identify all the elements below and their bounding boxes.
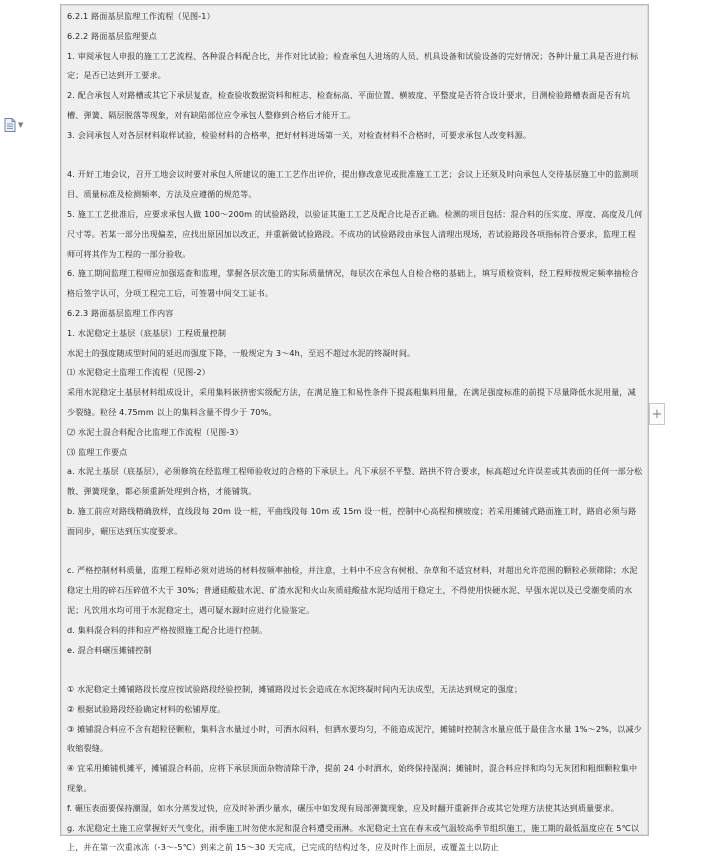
document-icon [4,118,16,132]
doc-line: 3. 会同承包人对各层材料取样试验，检验材料的合格率，把好材料进场第一关，对检查材料不合格时，可要求承包人改变料源。 [67,129,532,140]
doc-line: 水泥土的强度随成型时间的延迟而强度下降，一般规定为 3～4h，至迟不超过水泥的终凝时间。 [67,347,416,358]
doc-line: 1. 审阅承包人申报的施工工艺流程、各种混合料配合比，并作对比试验；检查承包人进场的人员、机具设备和试验设备的完好情况；各种计量工具是否进行标定；是否已达到开工要求。 [67,50,639,81]
doc-line: f. 碾压表面要保持潮湿，如水分蒸发过快，应及时补洒少量水，碾压中如发现有局部弹簧现象，应及时翻开重新拌合或其它处理方法使其达到质量要求。 [67,802,619,813]
add-button[interactable] [649,403,665,425]
doc-line: 6.2.1 路面基层监理工作流程（见图-1） [67,11,215,21]
doc-line: b. 施工前应对路线精确放样，直线段每 20m 设一桩，平曲线段每 10m 或 15m 设一桩，控制中心高程和横坡度；若采用摊铺式路面施工时，路肩必须与路面同步，碾压达到压实度要求。 [67,505,637,536]
plus-icon: + [651,406,663,422]
document-page [60,4,649,853]
doc-line: a. 水泥土基层（底基层），必须修筑在经监理工程师验收过的合格的下承层上。凡下承层不平整、路拱不符合要求，标高超过允许误差或其表面的任何一部分松散、弹簧现象，都必须重新处理到合格，才能铺筑。 [67,466,643,497]
document-menu-button[interactable] [4,116,28,134]
doc-line: 6.2.2 路面基层监理要点 [67,30,158,41]
doc-line: e. 混合料碾压摊铺控制 [67,644,152,655]
doc-line: 采用水泥稳定土基层材料组成设计，采用集料嵌挤密实级配方法，在满足施工和易性条件下提高粗集料用量，在满足强度标准的前提下尽量降低水泥用量，减少裂缝。粒径 4.75mm 以上的集料含量不得少于 70%。 [67,387,636,417]
doc-line: 6. 施工期间监理工程师应加强巡查和监理，掌握各层次施工的实际质量情况，每层次在承包人自检合格的基础上，填写质检资料，经工程师按规定频率抽检合格后签字认可，分项工程完工后，可签署中间交工证书。 [67,268,639,299]
doc-line: 1. 水泥稳定土基层（底基层）工程质量控制 [67,327,227,338]
doc-line: ① 水泥稳定土摊铺路段长度应按试验路段经验控制，摊铺路段过长会造成在水泥终凝时间内无法成型，无法达到规定的强度； [67,684,523,695]
doc-line: c. 严格控制材料质量，监理工程师必须对进场的材料按频率抽检，并注意，土料中不应含有树根、杂草和不适宜材料，对超出允许范围的颗粒必须筛除；水泥稳定土用的碎石压碎值不大于 30%；普通硅酸盐水泥、矿渣水泥和火山灰质硅酸盐水泥均适用于稳定土，不得使用快硬水泥、早强水泥以及已受潮变质的水泥；凡饮用水均可用于水泥稳定土，遇可疑水源时应进行化验鉴定。 [67,565,638,615]
doc-line: g. 水泥稳定土施工应掌握好天气变化，雨季施工时勿使水泥和混合料遭受雨淋。水泥稳定土宜在春末或气温较高季节组织施工，施工期的最低温度应在 5℃以上，并在第一次重冰冻（-3～-5℃）到来之前 15～30 天完成，已完成的结构过冬，应及时作上面层，或覆盖土以防止 [67,822,640,853]
chevron-down-icon: ▼ [18,120,24,129]
doc-line: 5. 施工工艺批准后，应要求承包人做 100～200m 的试验路段，以验证其施工工艺及配合比是否正确。检测的项目包括：混合料的压实度、厚度、高度及几何尺寸等。若某一部分出现偏差，应找出原因加以改正，并重新做试验路段。不成功的试验路段由承包人清理出现场，若试验路段各项指标符合要求，监理工程师可将其作为工程的一部分验收。 [67,208,643,259]
doc-line: ⑵ 水泥土混合料配合比监理工作流程（见图-3） [67,426,243,437]
blank-line [67,146,644,166]
doc-line: ⑶ 监理工作要点 [67,446,128,457]
doc-line: ④ 宜采用摊铺机摊平，摊铺混合料前，应将下承层顶面杂物清除干净，提前 24 小时洒水，始终保持湿润；摊铺时，混合料应拌和均匀无灰团和粗细颗粒集中现象。 [67,763,638,794]
doc-line: ⑴ 水泥稳定土监理工作流程（见图-2） [67,367,210,378]
doc-line: 2. 配合承包人对路槽或其它下承层复查，检查验收数据资料和桩志、检查标高、平面位置、横坡度、平整度是否符合设计要求，目测检验路槽表面是否有坑槽、弹簧、隔层脱落等现象，对有缺陷部位应令承包人整修到合格后才能开工。 [67,90,631,120]
doc-line: 6.2.3 路面基层监理工作内容 [67,307,174,318]
doc-line: ② 根据试验路段经验确定材料的松铺厚度。 [67,703,226,714]
doc-line: ③ 摊铺混合料应不含有超粒径颗粒，集料含水量过小时，可洒水闷料，但洒水要均匀，不能造成泥泞，摊铺时控制含水量应低于最佳含水量 1%～2%，以减少收缩裂缝。 [67,723,642,754]
doc-line: d. 集料混合料的拌和应严格按照施工配合比进行控制。 [67,624,268,635]
blank-line [67,542,644,562]
blank-line [67,660,644,680]
document-body [67,7,644,858]
doc-line: 4. 开好工地会议，召开工地会议时要对承包人所建议的施工工艺作出评价，提出修改意见或批准施工工艺；会议上还须及时向承包人交待基层施工中的监测项目、质量标准及检测频率、方法及应遵循的规范等。 [67,169,639,200]
